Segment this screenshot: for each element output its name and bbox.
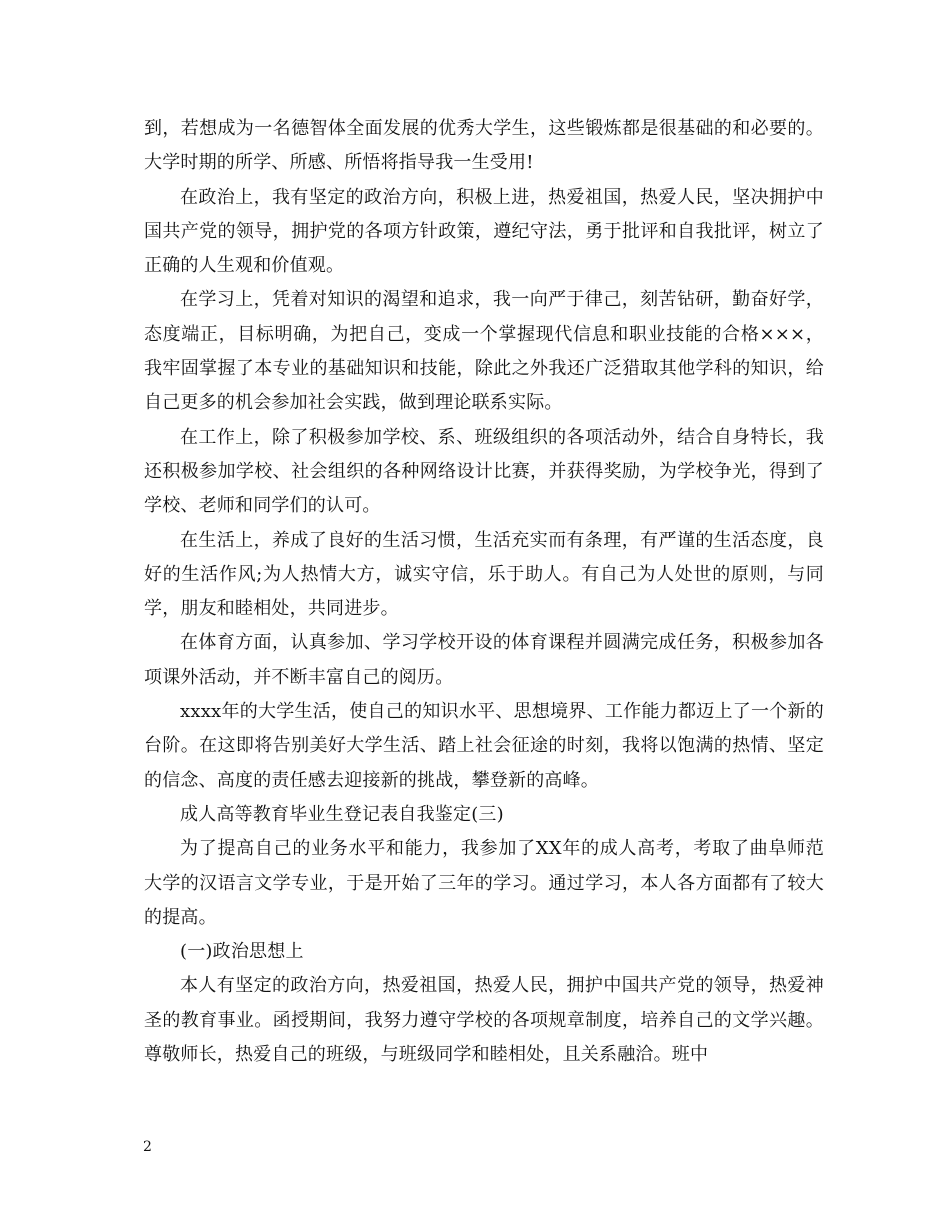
paragraph-summary: xxxx年的大学生活，使自己的知识水平、思想境界、工作能力都迈上了一个新的台阶。在这即将告别美好大学生活、踏上社会征途的时刻，我将以饱满的热情、坚定的信念、高度的责任感去迎接新的挑战，攀登新的高峰。 — [144, 701, 824, 791]
paragraph-work: 在工作上，除了积极参加学校、系、班级组织的各项活动外，结合自身特长，我还积极参加学校、社会组织的各种网络设计比赛，并获得奖励，为学校争光，得到了学校、老师和同学们的认可。 — [144, 426, 824, 517]
subsection-heading: (一)政治思想上 — [180, 941, 304, 963]
paragraph-continuation: 到，若想成为一名德智体全面发展的优秀大学生，这些锻炼都是很基础的和必要的。大学时期的所学、所感、所悟将指导我一生受用! — [144, 118, 824, 174]
paragraph-study: 在学习上，凭着对知识的渴望和追求，我一向严于律己，刻苦钻研，勤奋好学，态度端正，目标明确，为把自己，变成一个掌握现代信息和职业技能的合格×××，我牢固掌握了本专业的基础知识和技能，除此之外我还广泛猎取其他学科的知识，给自己更多的机会参加社会实践，做到理论联系实际。 — [144, 289, 824, 414]
paragraph-life: 在生活上，养成了良好的生活习惯，生活充实而有条理，有严谨的生活态度，良好的生活作风;为人热情大方，诚实守信，乐于助人。有自己为人处世的原则，与同学，朋友和睦相处，共同进步。 — [144, 529, 824, 620]
paragraph-politics: 在政治上，我有坚定的政治方向，积极上进，热爱祖国，热爱人民，坚决拥护中国共产党的领导，拥护党的各项方针政策，遵纪守法，勇于批评和自我批评，树立了正确的人生观和价值观。 — [144, 186, 824, 277]
document-body — [144, 112, 824, 1072]
paragraph-political-thought: 本人有坚定的政治方向，热爱祖国，热爱人民，拥护中国共产党的领导，热爱神圣的教育事业。函授期间，我努力遵守学校的各项规章制度，培养自己的文学兴趣。尊敬师长，热爱自己的班级，与班级同学和睦相处，且关系融洽。班中 — [144, 975, 824, 1066]
paragraph-sports: 在体育方面，认真参加、学习学校开设的体育课程并圆满完成任务，积极参加各项课外活动，并不断丰富自己的阅历。 — [144, 632, 824, 688]
section-heading: 成人高等教育毕业生登记表自我鉴定(三) — [180, 803, 504, 825]
paragraph-intro: 为了提高自己的业务水平和能力，我参加了XX年的成人高考，考取了曲阜师范大学的汉语言文学专业，于是开始了三年的学习。通过学习，本人各方面都有了较大的提高。 — [144, 838, 824, 928]
page-number: 2 — [143, 1139, 152, 1155]
